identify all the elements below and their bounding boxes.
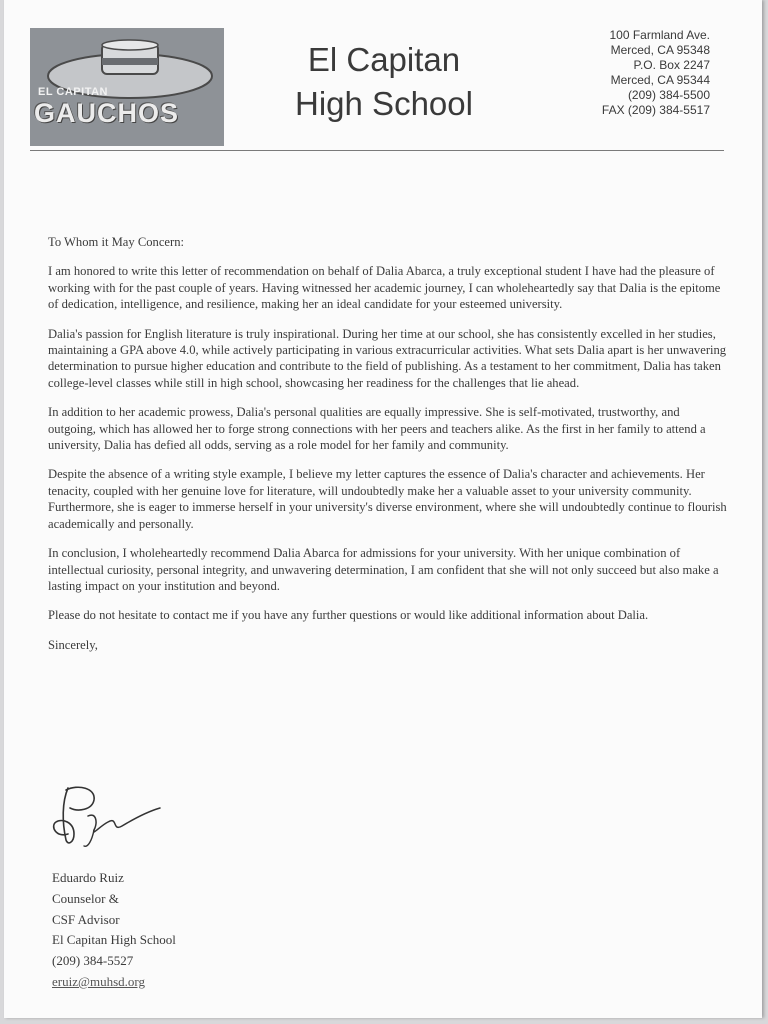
signer-school: El Capitan High School xyxy=(52,932,176,948)
gauchos-logo xyxy=(30,28,224,146)
school-address xyxy=(510,28,710,118)
letter-page xyxy=(4,0,762,1018)
paragraph: Please do not hesitate to contact me if you have any further questions or would like additional information about Dalia. xyxy=(48,608,649,623)
school-name xyxy=(254,38,514,126)
signer-title: CSF Advisor xyxy=(52,911,120,927)
salutation: To Whom it May Concern: xyxy=(48,235,184,249)
handwritten-signature xyxy=(48,782,188,852)
school-name-line-2: High School xyxy=(295,85,473,122)
phone-line: (209) 384-5500 xyxy=(627,88,710,102)
logo-small-text: EL CAPITAN xyxy=(38,86,108,98)
closing: Sincerely, xyxy=(48,637,98,652)
signature-block xyxy=(52,868,176,993)
signer-title: Counselor & xyxy=(52,890,119,906)
signer-name: Eduardo Ruiz xyxy=(52,870,124,885)
address-line: P.O. Box 2247 xyxy=(633,58,710,72)
paragraph: In conclusion, I wholeheartedly recommend Dalia Abarca for admissions for your university. With her unique combination of intellectual curiosity, personal integrity, and unwavering determination, I am confident that she will not only succeed but also make a lasting impact on your institution and beyond. xyxy=(48,546,719,593)
header-divider xyxy=(30,150,724,151)
address-line: 100 Farmland Ave. xyxy=(609,28,710,42)
signer-phone: (209) 384-5527 xyxy=(52,953,134,969)
paragraph: I am honored to write this letter of recommendation on behalf of Dalia Abarca, a truly exceptional student I have had the pleasure of working with for the past couple of years. Having witnessed her academic journey, I can wholeheartedly say that Dalia is the epitome of dedication, intelligence, and resilience, making her an ideal candidate for your esteemed university. xyxy=(48,264,721,312)
paragraph: Despite the absence of a writing style example, I believe my letter captures the essence of Dalia's character and achievements. Her tenacity, coupled with her genuine love for literature, will undoubtedly make her a valuable asset to your university community. Furthermore, she is eager to immerse herself in your university's diverse environment, where she will undoubtedly continue to flourish academically and personally. xyxy=(48,467,727,531)
paragraph: In addition to her academic prowess, Dalia's personal qualities are equally impressive. She is self-motivated, trustworthy, and outgoing, which has allowed her to forge strong connections with her peers and teachers alike. As the first in her family to attend a university, Dalia has defied all odds, serving as a role model for her family and community. xyxy=(48,405,706,453)
signer-email-link[interactable]: eruiz@muhsd.org xyxy=(52,973,145,989)
letter-body xyxy=(48,234,728,666)
logo-main-text: GAUCHOS xyxy=(34,98,180,128)
address-line: Merced, CA 95348 xyxy=(610,43,710,57)
paragraph: Dalia's passion for English literature is truly inspirational. During her time at our school, she has consistently excelled in her studies, maintaining a GPA above 4.0, while actively participating in various extracurricular activities. What sets Dalia apart is her unwavering determination to pursue higher education and contribute to the field of publishing. As a testament to her commitment, Dalia has taken college-level classes while still in high school, showcasing her readiness for the challenges that lie ahead. xyxy=(48,326,727,390)
school-name-line-1: El Capitan xyxy=(307,41,461,78)
fax-line: FAX (209) 384-5517 xyxy=(601,103,710,117)
address-line: Merced, CA 95344 xyxy=(610,73,710,87)
